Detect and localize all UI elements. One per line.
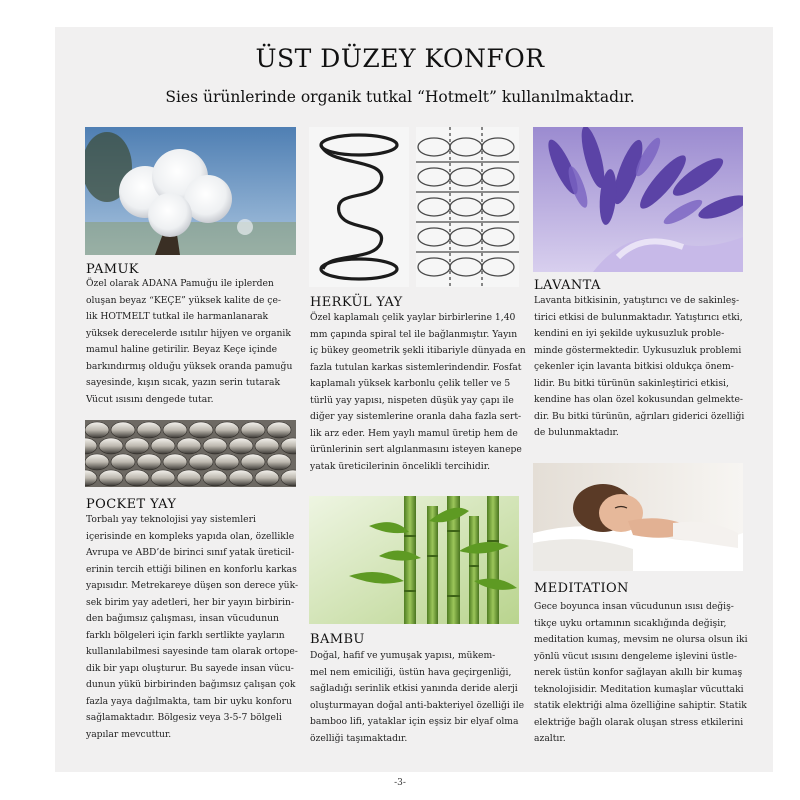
text-line: türlü yay yapısı, nispeten düşük yay çapı ile — [310, 394, 514, 406]
text-line: içerisinde en kompleks yapıda olan, özellikle — [86, 530, 295, 542]
text-line: dunun yükü birbirinden bağımsız çalışan çok — [86, 679, 296, 690]
pamuk-heading: PAMUK — [86, 262, 139, 277]
pamuk-text — [86, 276, 292, 408]
text-line: oluşturmayan doğal anti-bakteriyel özelliği ile — [310, 699, 525, 711]
text-line: elektriğe bağlı olarak oluşan stress etkilerini — [534, 716, 744, 728]
text-line: meditation kumaş, mevsim ne olursa olsun iki — [534, 634, 748, 645]
text-line: kaplamalı yüksek karbonlu çelik teller ve 5 — [310, 378, 511, 389]
text-line: Doğal, hafif ve yumuşak yapısı, mükem- — [310, 650, 496, 661]
text-line: Avrupa ve ABD’de birinci sınıf yatak üreticil- — [86, 547, 295, 558]
cotton-photo — [85, 127, 296, 255]
text-line: tirici etkisi de bulunmaktadır. Yatıştırıcı etki, — [534, 311, 743, 323]
text-line: Özel kaplamalı çelik yaylar birbirlerine 1,40 — [310, 312, 516, 323]
text-line: teknolojisidir. Meditation kumaşlar vücuttaki — [534, 683, 744, 695]
meditation-heading: MEDITATION — [534, 581, 629, 596]
pocket-heading: POCKET YAY — [86, 497, 177, 512]
lavender-photo — [533, 127, 743, 272]
text-line: sağladığı serinlik etkisi yanında deride alerji — [310, 683, 518, 694]
pocket-spring-photo — [85, 420, 296, 487]
text-line: farklı bölgeleri için farklı sertlikte yayların — [86, 629, 285, 641]
text-line: Torbalı yay teknolojisi yay sistemleri — [86, 514, 256, 525]
text-line: mamul haline getirilir. Beyaz Keçe içinde — [86, 344, 278, 355]
bonnell-spring-mesh-illustration — [416, 127, 519, 287]
text-line: yapısıdır. Metrekareye düşen son derece yük- — [86, 580, 299, 591]
text-line: yatak üreticilerinin öncelikli tercihidir. — [310, 460, 491, 472]
text-line: sayesinde, kışın sıcak, yazın serin tutarak — [86, 377, 281, 388]
pocket-text — [86, 512, 298, 743]
text-line: yönlü vücut ısısını dengeleme işlevini üstle- — [534, 650, 737, 662]
text-line: sek birim yay adetleri, her bir yayın birbirin- — [86, 596, 295, 608]
text-line: barkındırmış olduğu yüksek oranda pamuğu — [86, 360, 293, 372]
lavanta-text — [534, 293, 744, 442]
text-line: Vücut ısısını dengede tutar. — [86, 393, 214, 405]
text-line: sağlamaktadır. Bölgesiz veya 3-5-7 bölgeli — [86, 712, 282, 723]
text-line: Lavanta bitkisinin, yatıştırıcı ve de sakinleş- — [534, 295, 740, 306]
text-line: kendini en iyi şekilde uykusuzluk proble- — [534, 328, 725, 339]
text-line: bamboo lifi, yataklar için eşsiz bir elyaf olma — [310, 716, 519, 727]
text-line: iç bükey geometrik şekli itibariyle dünyada en — [310, 345, 526, 356]
spiral-spring-illustration — [309, 127, 409, 287]
text-line: statik elektriği alma özelliğine sahiptir. Statik — [534, 700, 747, 711]
page-title: ÜST DÜZEY KONFOR — [255, 44, 545, 73]
text-line: kullanılabilmesi sayesinde tam olarak ortope- — [86, 646, 298, 657]
text-line: fazla tutulan karkas sistemlerindendir. Fosfat — [310, 361, 522, 373]
meditation-text — [534, 599, 748, 748]
text-line: oluşan beyaz “KEÇE” yüksek kalite de çe- — [86, 294, 281, 306]
bambu-text — [310, 648, 524, 747]
text-line: dir. Bu bitki türünün, ağrıları giderici özelliği — [534, 410, 745, 422]
bambu-heading: BAMBU — [310, 632, 365, 647]
page-subtitle: Sies ürünlerinde organik tutkal “Hotmelt” kullanılmaktadır. — [165, 88, 635, 106]
text-line: Özel olarak ADANA Pamuğu ile iplerden — [86, 278, 274, 289]
text-line: nerek üstün konfor sağlayan akıllı bir kumaş — [534, 667, 743, 678]
text-line: azaltır. — [534, 733, 566, 744]
text-line: minde göstermektedir. Uykusuzluk problemi — [534, 344, 742, 356]
text-line: de bulunmaktadır. — [534, 427, 619, 438]
text-line: den bağımsız çalışması, insan vücudunun — [86, 613, 279, 624]
text-line: mm çapında spiral tel ile bağlanmıştır. Yayın — [310, 328, 518, 340]
text-line: özelliği taşımaktadır. — [310, 732, 408, 744]
text-line: diğer yay sistemlerine oranla daha fazla sert- — [310, 411, 522, 422]
text-line: Gece boyunca insan vücudunun ısısı değiş- — [534, 601, 734, 612]
herkul-heading: HERKÜL YAY — [310, 295, 403, 310]
text-line: tikçe uyku ortamının sıcaklığında değişir, — [534, 617, 727, 629]
text-line: dik bir yapı oluşturur. Bu sayede insan vücu- — [86, 662, 294, 674]
bamboo-photo — [309, 496, 519, 624]
sleeping-woman-photo — [533, 463, 743, 571]
herkul-text — [310, 310, 526, 475]
text-line: yapılar mevcuttur. — [86, 728, 172, 740]
text-line: yüksek derecelerde ısıtılır hijyen ve organik — [86, 327, 291, 339]
text-line: fazla yaya dağılmakta, tam bir uyku konforu — [86, 695, 292, 707]
text-line: çekenler için lavanta bitkisi oldukça önem- — [534, 361, 734, 372]
text-line: mel nem emiciliği, üstün hava geçirgenliği, — [310, 666, 512, 678]
text-line: kendine has olan özel kokusundan gelmekte- — [534, 394, 744, 405]
text-line: ürünlerinin sert algılanmasını isteyen kanepe — [310, 444, 522, 455]
lavanta-heading: LAVANTA — [534, 278, 601, 293]
text-line: lik HOTMELT tutkal ile harmanlanarak — [86, 311, 269, 322]
text-line: erinin tercih ettiği bilinen en konforlu karkas — [86, 563, 297, 575]
page-number: -3- — [394, 778, 406, 788]
text-line: lidir. Bu bitki türünün sakinleştirici etkisi, — [534, 377, 729, 389]
text-line: lik arz eder. Hem yaylı mamul üretip hem de — [310, 427, 518, 439]
